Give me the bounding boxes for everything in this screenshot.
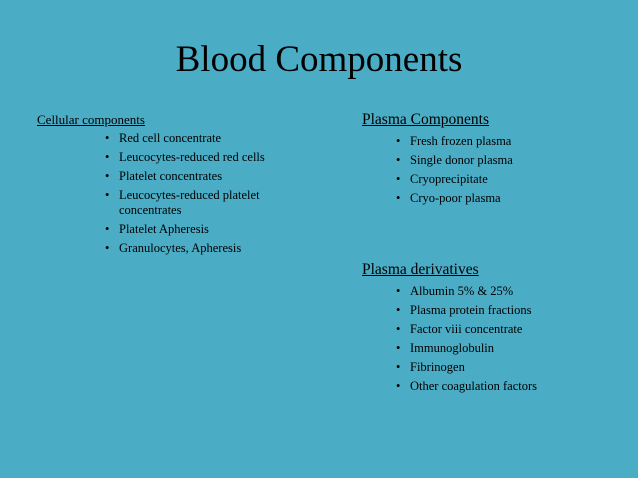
list-item: • Factor viii concentrate — [410, 322, 632, 337]
plasma-derivatives-list — [362, 284, 632, 394]
cellular-components-section — [37, 112, 317, 260]
list-item: • Albumin 5% & 25% — [410, 284, 632, 299]
cellular-components-list — [37, 131, 317, 256]
slide-title: Blood Components — [175, 39, 463, 80]
list-item: • Granulocytes, Apheresis — [119, 241, 317, 256]
list-item: • Single donor plasma — [410, 153, 632, 168]
list-item: • Plasma protein fractions — [410, 303, 632, 318]
plasma-components-list — [362, 134, 632, 206]
list-item: • Platelet concentrates — [119, 169, 317, 184]
list-item: • Cryo-poor plasma — [410, 191, 632, 206]
list-item: • Immunoglobulin — [410, 341, 632, 356]
list-item: • Red cell concentrate — [119, 131, 317, 146]
list-item: • Platelet Apheresis — [119, 222, 317, 237]
list-item: • Fibrinogen — [410, 360, 632, 375]
plasma-derivatives-heading: Plasma derivatives — [362, 261, 479, 278]
plasma-components-heading: Plasma Components — [362, 111, 490, 128]
list-item: • Leucocytes-reduced red cells — [119, 150, 317, 165]
plasma-components-section — [362, 110, 632, 210]
plasma-derivatives-section — [362, 260, 632, 398]
list-item: • Fresh frozen plasma — [410, 134, 632, 149]
list-item: • Other coagulation factors — [410, 379, 632, 394]
list-item: • Cryoprecipitate — [410, 172, 632, 187]
cellular-components-heading: Cellular components — [37, 112, 145, 127]
list-item: • Leucocytes-reduced platelet concentrates — [119, 188, 284, 218]
